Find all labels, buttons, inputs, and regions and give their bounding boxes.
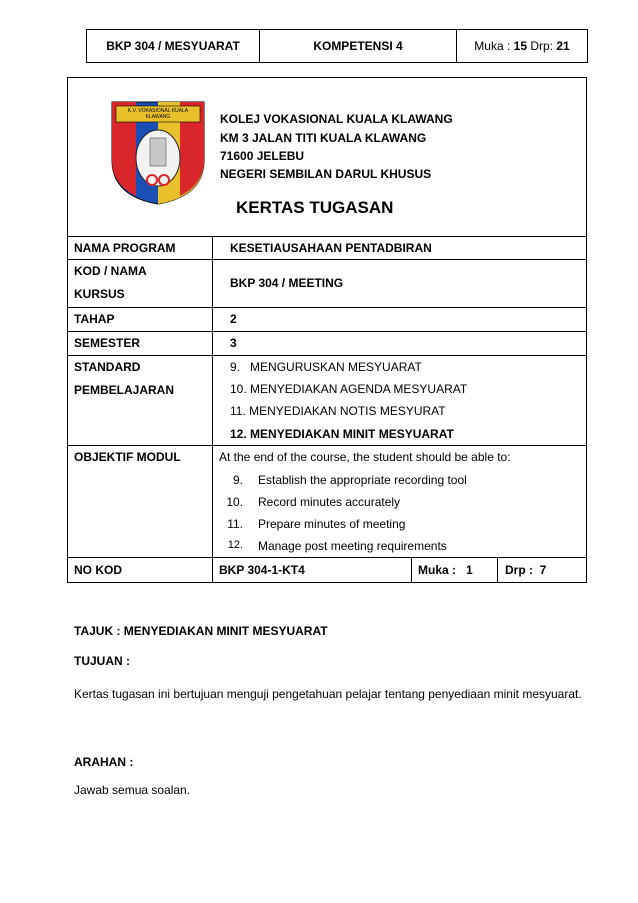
standard-label-line2: PEMBELAJARAN [74, 383, 175, 397]
tajuk-heading: TAJUK : MENYEDIAKAN MINIT MESYUARAT [74, 624, 328, 638]
objektif-intro: At the end of the course, the student should be able to: [219, 450, 511, 464]
column-divider [411, 557, 412, 582]
muka-cell: Muka : 1 [418, 563, 473, 577]
objective-item: Record minutes accurately [258, 495, 401, 509]
standard-item: 12. MENYEDIAKAN MINIT MESYUARAT [230, 427, 454, 441]
column-divider [497, 557, 498, 582]
objective-number: 12. [227, 539, 243, 551]
objective-item: Establish the appropriate recording tool [258, 473, 467, 487]
tahap-value: 2 [230, 312, 237, 326]
college-address-1: KM 3 JALAN TITI KUALA KLAWANG [220, 131, 427, 145]
semester-value: 3 [230, 336, 237, 350]
course-code: BKP 304 / MESYUARAT [106, 39, 240, 53]
tahap-label: TAHAP [74, 312, 115, 326]
semester-label: SEMESTER [74, 336, 141, 350]
competency-label: KOMPETENSI 4 [313, 39, 403, 53]
college-address-2: 71600 JELEBU [220, 149, 305, 163]
objective-number: 11. [227, 517, 243, 531]
standard-label-line1: STANDARD [74, 360, 141, 374]
college-name: KOLEJ VOKASIONAL KUALA KLAWANG [220, 112, 453, 126]
standard-item: 11. MENYEDIAKAN NOTIS MESYURAT [230, 404, 446, 418]
objective-item: Manage post meeting requirements [258, 539, 447, 553]
row-divider [67, 307, 587, 308]
nokod-value: BKP 304-1-KT4 [219, 563, 305, 577]
tujuan-heading: TUJUAN : [74, 654, 130, 668]
college-address-3: NEGERI SEMBILAN DARUL KHUSUS [220, 167, 432, 181]
nokod-label: NO KOD [74, 563, 122, 577]
kod-label-line1: KOD / NAMA [74, 264, 147, 278]
objective-number: 9. [232, 473, 243, 487]
row-divider [67, 236, 587, 237]
row-divider [67, 259, 587, 260]
document-title: KERTAS TUGASAN [236, 198, 394, 217]
standard-item: 9. MENGURUSKAN MESYUARAT [230, 360, 422, 374]
program-label: NAMA PROGRAM [74, 241, 176, 255]
objective-item: Prepare minutes of meeting [258, 517, 406, 531]
row-divider [67, 355, 587, 356]
row-divider [67, 445, 587, 446]
logo-banner: K.V. VOKASIONAL KUALA KLAWANG [127, 108, 189, 120]
kod-value: BKP 304 / MEETING [230, 276, 344, 290]
row-divider [67, 557, 587, 558]
drp-cell: Drp : 7 [505, 563, 547, 577]
arahan-paragraph: Jawab semua soalan. [74, 783, 191, 797]
objective-number: 10. [226, 495, 243, 509]
column-divider [212, 236, 213, 582]
objektif-label: OBJEKTIF MODUL [74, 450, 181, 464]
row-divider [67, 331, 587, 332]
arahan-heading: ARAHAN : [74, 755, 134, 769]
program-value: KESETIAUSAHAAN PENTADBIRAN [230, 241, 432, 255]
standard-item: 10. MENYEDIAKAN AGENDA MESYUARAT [230, 382, 468, 396]
kod-label-line2: KURSUS [74, 287, 125, 301]
page-header [86, 29, 588, 63]
page-number: Muka : 15 Drp: 21 [474, 39, 570, 53]
tujuan-paragraph: Kertas tugasan ini bertujuan menguji pengetahuan pelajar tentang penyediaan minit mesyuarat. [74, 687, 582, 701]
